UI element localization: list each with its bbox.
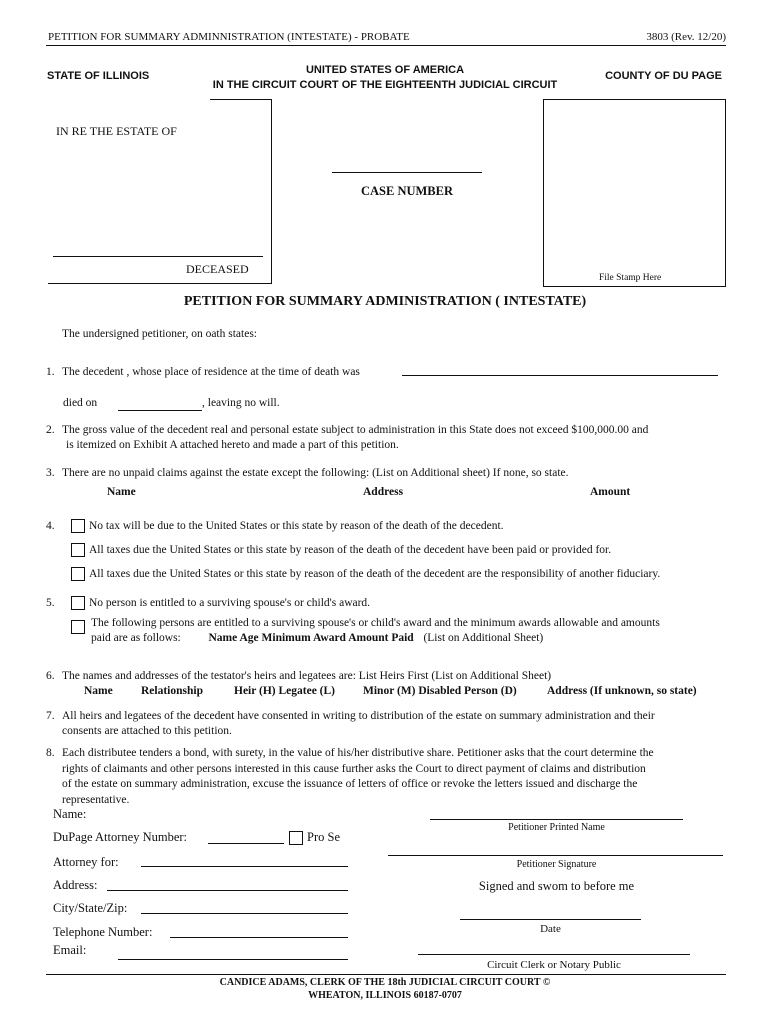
file-stamp-label: File Stamp Here xyxy=(599,273,662,283)
dupage-number-label: DuPage Attorney Number: xyxy=(53,830,188,844)
taxes-fiduciary-text: All taxes due the United States or this state by reason of the death of the decedent are the responsibility of another fiduciary. xyxy=(89,568,661,580)
attorney-for-label: Attorney for: xyxy=(53,855,119,869)
telephone-line[interactable] xyxy=(170,937,348,938)
email-line[interactable] xyxy=(118,959,348,960)
petitioner-signature-line[interactable] xyxy=(388,855,723,856)
footer-clerk: CANDICE ADAMS, CLERK OF THE 18th JUDICIAL CIRCUIT COURT © xyxy=(219,977,551,988)
printed-name-line[interactable] xyxy=(430,819,683,820)
intro-text: The undersigned petitioner, on oath states: xyxy=(62,328,257,340)
no-tax-text: No tax will be due to the United States or this state by reason of the death of the decedent. xyxy=(89,520,504,532)
award-entitled-line-1: The following persons are entitled to a surviving spouse's or child's award and the minimum awards allowable and amounts xyxy=(91,617,660,629)
circuit-label: IN THE CIRCUIT COURT OF THE EIGHTEENTH JUDICIAL CIRCUIT xyxy=(212,79,558,91)
date-label: Date xyxy=(540,923,561,935)
item-7-line-1: All heirs and legatees of the decedent have consented in writing to distribution of the estate on summary administration and their xyxy=(62,710,655,722)
attorney-for-line[interactable] xyxy=(141,866,348,867)
attorney-name-label: Name: xyxy=(53,807,87,821)
case-number-label: CASE NUMBER xyxy=(360,184,454,198)
item-1-number: 1. xyxy=(46,366,55,378)
award-additional-sheet: (List on Additional Sheet) xyxy=(423,632,544,644)
telephone-label: Telephone Number: xyxy=(53,925,153,939)
no-award-text: No person is entitled to a surviving spouse's or child's award. xyxy=(89,597,371,609)
item-4-number: 4. xyxy=(46,520,55,532)
header-rule xyxy=(46,45,726,46)
item-8-line-1: Each distributee tenders a bond, with surety, in the value of his/her distributive share. Petitioner asks that the court determine the xyxy=(62,747,654,759)
heirs-col-address: Address (If unknown, so state) xyxy=(547,685,697,697)
item-8-line-3: of the estate on summary administration, excuse the issuance of letters of office or revoke the letters issued and discharge the xyxy=(62,778,638,790)
item-8-number: 8. xyxy=(46,747,55,759)
award-entitled-line-2 xyxy=(91,632,543,644)
item-6-text: The names and addresses of the testator's heirs and legatees are: List Heirs First (List on Additional Sheet) xyxy=(62,670,552,682)
email-label: Email: xyxy=(53,943,87,957)
heirs-col-heir-legatee: Heir (H) Legatee (L) xyxy=(234,685,336,697)
footer-rule xyxy=(46,974,726,975)
heirs-col-minor-disabled: Minor (M) Disabled Person (D) xyxy=(363,685,517,697)
estate-box-top xyxy=(210,99,272,100)
award-paid-as-follows: paid are as follows: xyxy=(91,632,181,644)
item-7-line-2: consents are attached to this petition. xyxy=(62,725,232,737)
item-8-line-2: rights of claimants and other persons interested in this cause further asks the Court to direct payment of claims and distribution xyxy=(62,763,646,775)
item-8-line-4: representative. xyxy=(62,794,130,806)
estate-of-label: IN RE THE ESTATE OF xyxy=(56,124,177,138)
footer-address: WHEATON, ILLINOIS 60187-0707 xyxy=(308,990,462,1001)
country-label: UNITED STATES OF AMERICA xyxy=(305,64,465,76)
dupage-number-line[interactable] xyxy=(208,843,284,844)
heirs-col-name: Name xyxy=(84,685,113,697)
deceased-label: DECEASED xyxy=(186,262,249,276)
taxes-fiduciary-checkbox[interactable] xyxy=(71,567,85,581)
printed-name-label: Petitioner Printed Name xyxy=(508,822,605,833)
sworn-text: Signed and swom to before me xyxy=(478,879,635,893)
county-label: COUNTY OF DU PAGE xyxy=(605,70,722,82)
item-6-number: 6. xyxy=(46,670,55,682)
estate-name-line[interactable] xyxy=(53,256,263,257)
award-columns: Name Age Minimum Award Amount Paid xyxy=(208,632,414,644)
file-stamp-box xyxy=(543,99,726,287)
case-number-line[interactable] xyxy=(332,172,482,173)
heirs-col-relationship: Relationship xyxy=(141,685,203,697)
no-tax-checkbox[interactable] xyxy=(71,519,85,533)
leaving-no-will-text: , leaving no will. xyxy=(202,397,280,409)
died-on-label: died on xyxy=(63,397,98,409)
claims-col-name: Name xyxy=(107,486,136,498)
pro-se-label: Pro Se xyxy=(307,830,340,844)
item-2-number: 2. xyxy=(46,424,55,436)
city-state-zip-label: City/State/Zip: xyxy=(53,901,128,915)
estate-box-right xyxy=(271,99,272,284)
address-label: Address: xyxy=(53,878,98,892)
pro-se-checkbox[interactable] xyxy=(289,831,303,845)
taxes-paid-text: All taxes due the United States or this state by reason of the death of the decedent have been paid or provided for. xyxy=(89,544,612,556)
item-7-number: 7. xyxy=(46,710,55,722)
award-entitled-checkbox[interactable] xyxy=(71,620,85,634)
item-5-number: 5. xyxy=(46,597,55,609)
taxes-paid-checkbox[interactable] xyxy=(71,543,85,557)
item-3-text: There are no unpaid claims against the estate except the following: (List on Additional sheet) If none, so state. xyxy=(62,467,569,479)
form-number: 3803 (Rev. 12/20) xyxy=(646,31,726,43)
claims-col-amount: Amount xyxy=(590,486,631,498)
item-2-line-2: is itemized on Exhibit A attached hereto and made a part of this petition. xyxy=(66,439,399,451)
date-line[interactable] xyxy=(460,919,641,920)
died-on-date-line[interactable] xyxy=(118,410,202,411)
item-1-text: The decedent , whose place of residence at the time of death was xyxy=(62,366,360,378)
item-2-line-1: The gross value of the decedent real and personal estate subject to administration in this State does not exceed $100,000.00 and xyxy=(62,424,649,436)
claims-col-address: Address xyxy=(363,486,404,498)
residence-line[interactable] xyxy=(402,375,718,376)
petition-title: PETITION FOR SUMMARY ADMINISTRATION ( INTESTATE) xyxy=(183,294,587,309)
city-state-zip-line[interactable] xyxy=(141,913,348,914)
estate-box-bottom xyxy=(48,283,272,284)
form-title: PETITION FOR SUMMARY ADMINNISTRATION (INTESTATE) - PROBATE xyxy=(48,31,410,43)
no-award-checkbox[interactable] xyxy=(71,596,85,610)
petitioner-signature-label: Petitioner Signature xyxy=(516,859,597,870)
item-3-number: 3. xyxy=(46,467,55,479)
state-label: STATE OF ILLINOIS xyxy=(47,70,150,82)
address-line[interactable] xyxy=(107,890,348,891)
clerk-notary-label: Circuit Clerk or Notary Public xyxy=(487,959,621,971)
clerk-notary-line[interactable] xyxy=(418,954,690,955)
